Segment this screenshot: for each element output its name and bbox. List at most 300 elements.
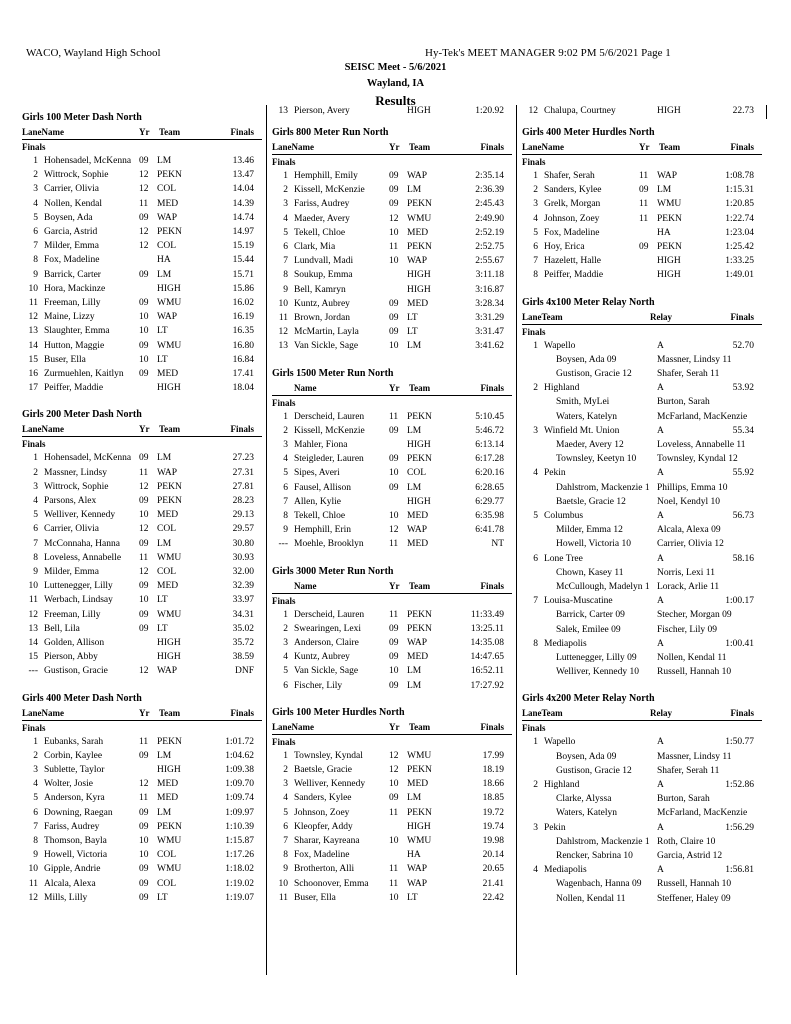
athlete-name: Moehle, Brooklyn — [294, 539, 364, 550]
mark: 1:50.77 — [725, 737, 754, 748]
mark: 13.46 — [232, 156, 254, 166]
place: 11 — [28, 595, 38, 606]
meet-location: Wayland, IA — [366, 78, 425, 89]
event-title: Girls 800 Meter Run North — [272, 127, 389, 138]
team: MED — [407, 511, 429, 521]
place: 6 — [33, 227, 38, 237]
relay-letter: A — [657, 596, 664, 607]
place: 1 — [283, 411, 288, 422]
header-team: LaneTeam — [522, 311, 563, 322]
mark: 1:18.02 — [225, 864, 254, 875]
result-row — [22, 384, 264, 398]
header-name: LaneName — [22, 707, 64, 718]
year: 09 — [139, 156, 149, 166]
mark: 30.80 — [232, 538, 254, 549]
place: 7 — [33, 538, 38, 549]
place: 14 — [28, 340, 38, 351]
result-row — [272, 526, 514, 540]
team: HIGH — [657, 106, 681, 116]
relay-member: Massner, Lindsy 11 — [657, 751, 732, 762]
mark: 33.97 — [232, 595, 254, 606]
result-row — [272, 229, 514, 243]
year: 09 — [389, 652, 399, 663]
place: 12 — [528, 106, 538, 116]
relay-member: Burton, Sarah — [657, 397, 710, 408]
relay-team: Pekin — [544, 822, 566, 833]
header-finals: Finals — [480, 142, 504, 152]
athlete-name: Kuntz, Aubrey — [294, 652, 350, 663]
mark: 29.57 — [232, 524, 254, 535]
relay-member: Rencker, Sabrina 10 — [556, 851, 633, 861]
column-divider — [516, 105, 517, 975]
year: 11 — [389, 807, 399, 818]
place: 1 — [283, 750, 288, 761]
relay-team-row — [522, 469, 764, 483]
team: WMU — [157, 836, 182, 846]
result-row — [22, 185, 264, 199]
relay-members-row — [522, 668, 764, 682]
relay-member: Waters, Katelyn — [556, 411, 617, 422]
result-row — [22, 327, 264, 341]
result-row — [522, 186, 764, 200]
relay-member: Shafer, Serah 11 — [657, 765, 720, 776]
mark: 53.92 — [732, 383, 754, 394]
header-team: Team — [159, 127, 181, 137]
result-row — [272, 484, 514, 498]
result-row — [272, 865, 514, 879]
team: WAP — [407, 878, 428, 889]
mark: 1:00.17 — [725, 596, 754, 607]
team: HIGH — [657, 256, 681, 267]
mark: 18.19 — [482, 765, 504, 775]
result-row — [22, 851, 264, 865]
place: 3 — [283, 638, 288, 648]
mark: 17:27.92 — [470, 680, 504, 691]
team: PEKN — [407, 765, 432, 775]
athlete-name: Howell, Victoria — [44, 850, 108, 861]
team: PEKN — [407, 411, 432, 422]
place: 4 — [283, 213, 288, 224]
place: 4 — [33, 496, 38, 506]
team: WMU — [407, 213, 432, 224]
relay-member: Baetsle, Gracie 12 — [556, 496, 626, 507]
year: 09 — [389, 638, 399, 648]
team: WMU — [157, 340, 182, 351]
year: 10 — [139, 326, 149, 337]
place: 6 — [283, 680, 288, 691]
year: 10 — [389, 836, 399, 846]
header-rule — [22, 436, 262, 437]
team: LT — [157, 354, 168, 365]
result-row — [22, 625, 264, 639]
team: LT — [157, 326, 168, 337]
place: 13 — [28, 623, 38, 634]
athlete-name: Mahler, Fiona — [294, 440, 348, 450]
team: LT — [157, 623, 168, 634]
athlete-name: Gustison, Gracie — [44, 666, 108, 677]
relay-team: Lone Tree — [544, 553, 583, 564]
mark: 34.31 — [232, 609, 254, 620]
relay-member: Townsley, Kyndal 12 — [657, 454, 738, 465]
result-row — [22, 313, 264, 327]
team: HIGH — [157, 765, 181, 775]
athlete-name: Johnson, Zoey — [294, 807, 350, 818]
year: 12 — [389, 525, 399, 536]
year: 09 — [139, 298, 149, 308]
place: 9 — [283, 525, 288, 536]
relay-member: Wagenbach, Hanna 09 — [556, 879, 642, 890]
athlete-name: McMartin, Layla — [294, 327, 359, 338]
team: LT — [407, 313, 418, 323]
relay-member: Chown, Kasey 11 — [556, 567, 624, 578]
team: LT — [157, 595, 168, 606]
mark: 6:41.78 — [475, 525, 504, 536]
athlete-name: Johnson, Zoey — [544, 213, 600, 224]
athlete-name: Hutton, Maggie — [44, 340, 105, 351]
finals-label: Finals — [22, 142, 46, 152]
mark: 1:01.72 — [225, 736, 254, 747]
relay-members-row — [522, 895, 764, 909]
place: 2 — [533, 185, 538, 196]
place: 9 — [33, 269, 38, 280]
result-row-continued — [272, 107, 514, 121]
place: 2 — [283, 425, 288, 436]
mark: 32.39 — [232, 581, 254, 592]
header-rule — [522, 720, 762, 721]
place: 2 — [533, 780, 538, 790]
header-finals: Finals — [480, 721, 504, 732]
relay-member: Burton, Sarah — [657, 794, 710, 805]
place: 4 — [533, 213, 538, 224]
place: 8 — [283, 270, 288, 281]
relay-members-row — [522, 809, 764, 823]
athlete-name: Kuntz, Aubrey — [294, 298, 350, 309]
place: 7 — [283, 256, 288, 267]
athlete-name: Mills, Lilly — [44, 892, 88, 903]
finals-label: Finals — [522, 157, 546, 167]
athlete-name: Boysen, Ada — [44, 212, 93, 223]
athlete-name: Van Sickle, Sage — [294, 666, 359, 677]
result-row — [22, 171, 264, 185]
header-finals: Finals — [730, 311, 754, 322]
relay-letter: A — [657, 468, 664, 479]
mark: 15.86 — [232, 283, 254, 294]
athlete-name: Bell, Kamryn — [294, 284, 346, 295]
athlete-name: Anderson, Claire — [294, 638, 359, 648]
relay-members-row — [522, 626, 764, 640]
athlete-name: Hemphill, Erin — [294, 525, 351, 536]
relay-team-row — [522, 866, 764, 880]
mark: 1:49.01 — [725, 270, 754, 281]
place: 9 — [283, 284, 288, 295]
athlete-name: Loveless, Annabelle — [44, 552, 122, 563]
relay-members-row — [522, 398, 764, 412]
athlete-name: Milder, Emma — [44, 567, 100, 577]
mark: 1:10.39 — [225, 821, 254, 832]
header-rule — [272, 395, 512, 396]
place: 2 — [283, 623, 288, 634]
relay-member: Alcala, Alexa 09 — [657, 525, 721, 536]
team: LM — [407, 793, 422, 804]
athlete-name: Fox, Madeline — [44, 255, 100, 266]
result-row — [272, 611, 514, 625]
place: 10 — [28, 581, 38, 592]
athlete-name: Sharar, Kayreana — [294, 836, 360, 846]
result-row — [22, 299, 264, 313]
header-rule — [272, 154, 512, 155]
mark: 11:33.49 — [470, 609, 504, 620]
team: MED — [157, 369, 179, 379]
team: WAP — [657, 171, 678, 181]
result-row — [272, 780, 514, 794]
relay-member: Barrick, Carter 09 — [556, 610, 625, 621]
header-finals: Finals — [730, 142, 754, 152]
year: 09 — [389, 199, 399, 210]
year: 09 — [389, 327, 399, 338]
result-row — [272, 809, 514, 823]
header-rule — [272, 734, 512, 735]
header-rule — [272, 593, 512, 594]
place: 3 — [33, 481, 38, 492]
team: MED — [407, 779, 429, 790]
result-row — [272, 441, 514, 455]
relay-team: Highland — [544, 383, 580, 394]
result-row — [22, 356, 264, 370]
header-name: LaneName — [272, 142, 314, 152]
place: 8 — [33, 836, 38, 846]
relay-members-row — [522, 498, 764, 512]
place: 5 — [283, 227, 288, 238]
year: 09 — [139, 340, 149, 351]
relay-member: Gustison, Gracie 12 — [556, 765, 632, 776]
result-row — [272, 752, 514, 766]
header-year: Yr — [389, 382, 400, 393]
mark: 17.41 — [232, 369, 254, 379]
athlete-name: Wittrock, Sophie — [44, 170, 109, 181]
mark: 35.02 — [232, 623, 254, 634]
place: 6 — [33, 807, 38, 818]
athlete-name: Bell, Lila — [44, 623, 80, 634]
athlete-name: Barrick, Carter — [44, 269, 101, 280]
header-finals: Finals — [480, 580, 504, 591]
header-finals: Finals — [730, 708, 754, 719]
relay-team-row — [522, 640, 764, 654]
header-name: Name — [294, 382, 317, 393]
athlete-name: Peiffer, Maddie — [44, 383, 104, 394]
finals-label: Finals — [272, 736, 296, 747]
mark: 15.44 — [232, 255, 254, 266]
mark: 3:16.87 — [475, 284, 504, 295]
software-header: Hy-Tek's MEET MANAGER 9:02 PM 5/6/2021 Page 1 — [425, 47, 671, 59]
relay-member: McFarland, MacKenzie — [657, 411, 748, 422]
athlete-name: Buser, Ella — [44, 354, 86, 365]
team: MED — [157, 198, 179, 209]
event-title: Girls 1500 Meter Run North — [272, 367, 394, 379]
team: LM — [407, 185, 422, 196]
relay-letter: A — [657, 780, 664, 790]
result-row — [272, 186, 514, 200]
athlete-name: Swearingen, Lexi — [294, 623, 362, 634]
place: 5 — [33, 212, 38, 223]
place: 6 — [533, 242, 538, 252]
team: PEKN — [407, 454, 432, 465]
place: 14 — [28, 638, 38, 648]
result-row — [22, 596, 264, 610]
place: 4 — [33, 779, 38, 790]
mark: DNF — [234, 666, 254, 677]
header-year: Yr — [389, 721, 400, 732]
result-row — [22, 653, 264, 667]
athlete-name: Schoonover, Emma — [294, 878, 369, 889]
team: LT — [407, 327, 418, 338]
result-row — [22, 454, 264, 468]
mark: 3:31.47 — [475, 327, 504, 338]
team: WMU — [407, 750, 432, 761]
team: HIGH — [407, 270, 431, 281]
finals-label: Finals — [522, 326, 546, 337]
relay-team: Wapello — [544, 340, 576, 351]
mark: 15.19 — [232, 241, 254, 252]
year: 12 — [139, 170, 149, 181]
mark: 2:55.67 — [475, 256, 504, 267]
athlete-name: Fischer, Lily — [294, 680, 343, 691]
relay-letter: A — [657, 865, 664, 876]
place: 17 — [28, 383, 38, 394]
team: HIGH — [157, 638, 181, 648]
mark: 16:52.11 — [470, 666, 504, 677]
year: 09 — [389, 425, 399, 436]
relay-members-row — [522, 413, 764, 427]
place: 1 — [283, 609, 288, 620]
relay-members-row — [522, 611, 764, 625]
relay-member: Noel, Kendyl 10 — [657, 496, 721, 507]
place: 7 — [533, 596, 538, 607]
relay-team: Winfield Mt. Union — [544, 425, 620, 436]
mark: 14.04 — [232, 184, 254, 195]
year: 09 — [139, 369, 149, 379]
header-finals: Finals — [230, 707, 254, 718]
mark: 17.99 — [482, 750, 504, 761]
year: 09 — [139, 807, 149, 818]
relay-member: Welliver, Kennedy 10 — [556, 667, 640, 678]
finals-label: Finals — [272, 595, 296, 606]
mark: NT — [491, 539, 504, 550]
year: 09 — [139, 453, 149, 464]
relay-member: Roth, Claire 10 — [657, 836, 716, 847]
result-row — [272, 200, 514, 214]
relay-team-row — [522, 824, 764, 838]
year: 09 — [139, 821, 149, 832]
result-row — [22, 483, 264, 497]
athlete-name: Fausel, Allison — [294, 482, 352, 493]
year: 10 — [139, 312, 149, 323]
mark: 1:15.87 — [225, 836, 254, 846]
result-row — [272, 455, 514, 469]
mark: 1:00.41 — [725, 638, 754, 649]
mark: 1:19.07 — [225, 892, 254, 903]
athlete-name: Tekell, Chloe — [294, 511, 346, 521]
header-name: LaneName — [272, 721, 314, 732]
team: PEKN — [157, 227, 182, 237]
result-row — [22, 837, 264, 851]
place: 15 — [28, 354, 38, 365]
relay-member: Howell, Victoria 10 — [556, 539, 631, 550]
relay-members-row — [522, 569, 764, 583]
mark: 32.00 — [232, 567, 254, 577]
result-row — [272, 512, 514, 526]
athlete-name: Hora, Mackinze — [44, 283, 106, 294]
relay-team: Columbus — [544, 511, 584, 521]
mark: 14.39 — [232, 198, 254, 209]
year: 11 — [389, 539, 399, 550]
team: PEKN — [407, 807, 432, 818]
mark: 18.04 — [232, 383, 254, 394]
event-title: Girls 200 Meter Dash North — [22, 409, 142, 421]
year: 12 — [139, 227, 149, 237]
relay-letter: A — [657, 638, 664, 649]
year: 09 — [389, 185, 399, 196]
relay-members-row — [522, 753, 764, 767]
year: 11 — [639, 171, 649, 181]
header-team: Team — [659, 142, 681, 152]
header-team: Team — [409, 721, 431, 732]
athlete-name: Derscheid, Lauren — [294, 411, 365, 422]
athlete-name: Luttenegger, Lilly — [44, 581, 113, 592]
result-row — [22, 540, 264, 554]
team: LM — [407, 482, 422, 493]
mark: 16.19 — [232, 312, 254, 323]
athlete-name: Gipple, Andrie — [44, 864, 101, 875]
place: --- — [28, 666, 38, 677]
result-row — [272, 243, 514, 257]
mark: 52.70 — [732, 340, 754, 351]
athlete-name: Werbach, Lindsay — [44, 595, 113, 606]
result-row — [522, 243, 764, 257]
header-team: Team — [409, 382, 431, 393]
result-row — [22, 568, 264, 582]
mark: 13.47 — [232, 170, 254, 181]
result-row — [22, 370, 264, 384]
result-row — [22, 766, 264, 780]
result-row — [272, 413, 514, 427]
athlete-name: Hohensadel, McKenna — [44, 156, 132, 166]
place: 4 — [283, 793, 288, 804]
mark: 1:17.26 — [225, 850, 254, 861]
mark: 1:20.92 — [475, 106, 504, 116]
mark: 27.23 — [232, 453, 254, 464]
year: 11 — [389, 878, 399, 889]
relay-letter: A — [657, 822, 664, 833]
place: 1 — [33, 453, 38, 464]
team: MED — [157, 779, 179, 790]
mark: 21.41 — [482, 878, 504, 889]
year: 11 — [389, 411, 399, 422]
year: 10 — [389, 468, 399, 479]
mark: 1:52.86 — [725, 780, 754, 790]
mark: 15.71 — [232, 269, 254, 280]
team: COL — [157, 878, 176, 889]
mark: 3:31.29 — [475, 313, 504, 323]
year: 09 — [639, 242, 649, 252]
mark: 2:35.14 — [475, 171, 504, 181]
place: --- — [278, 539, 288, 550]
year: 09 — [139, 878, 149, 889]
relay-team: Mediapolis — [544, 638, 587, 649]
athlete-name: Carrier, Olivia — [44, 184, 100, 195]
team: WAP — [157, 312, 178, 323]
relay-member: Shafer, Serah 11 — [657, 369, 720, 379]
header-year: Yr — [139, 707, 150, 718]
